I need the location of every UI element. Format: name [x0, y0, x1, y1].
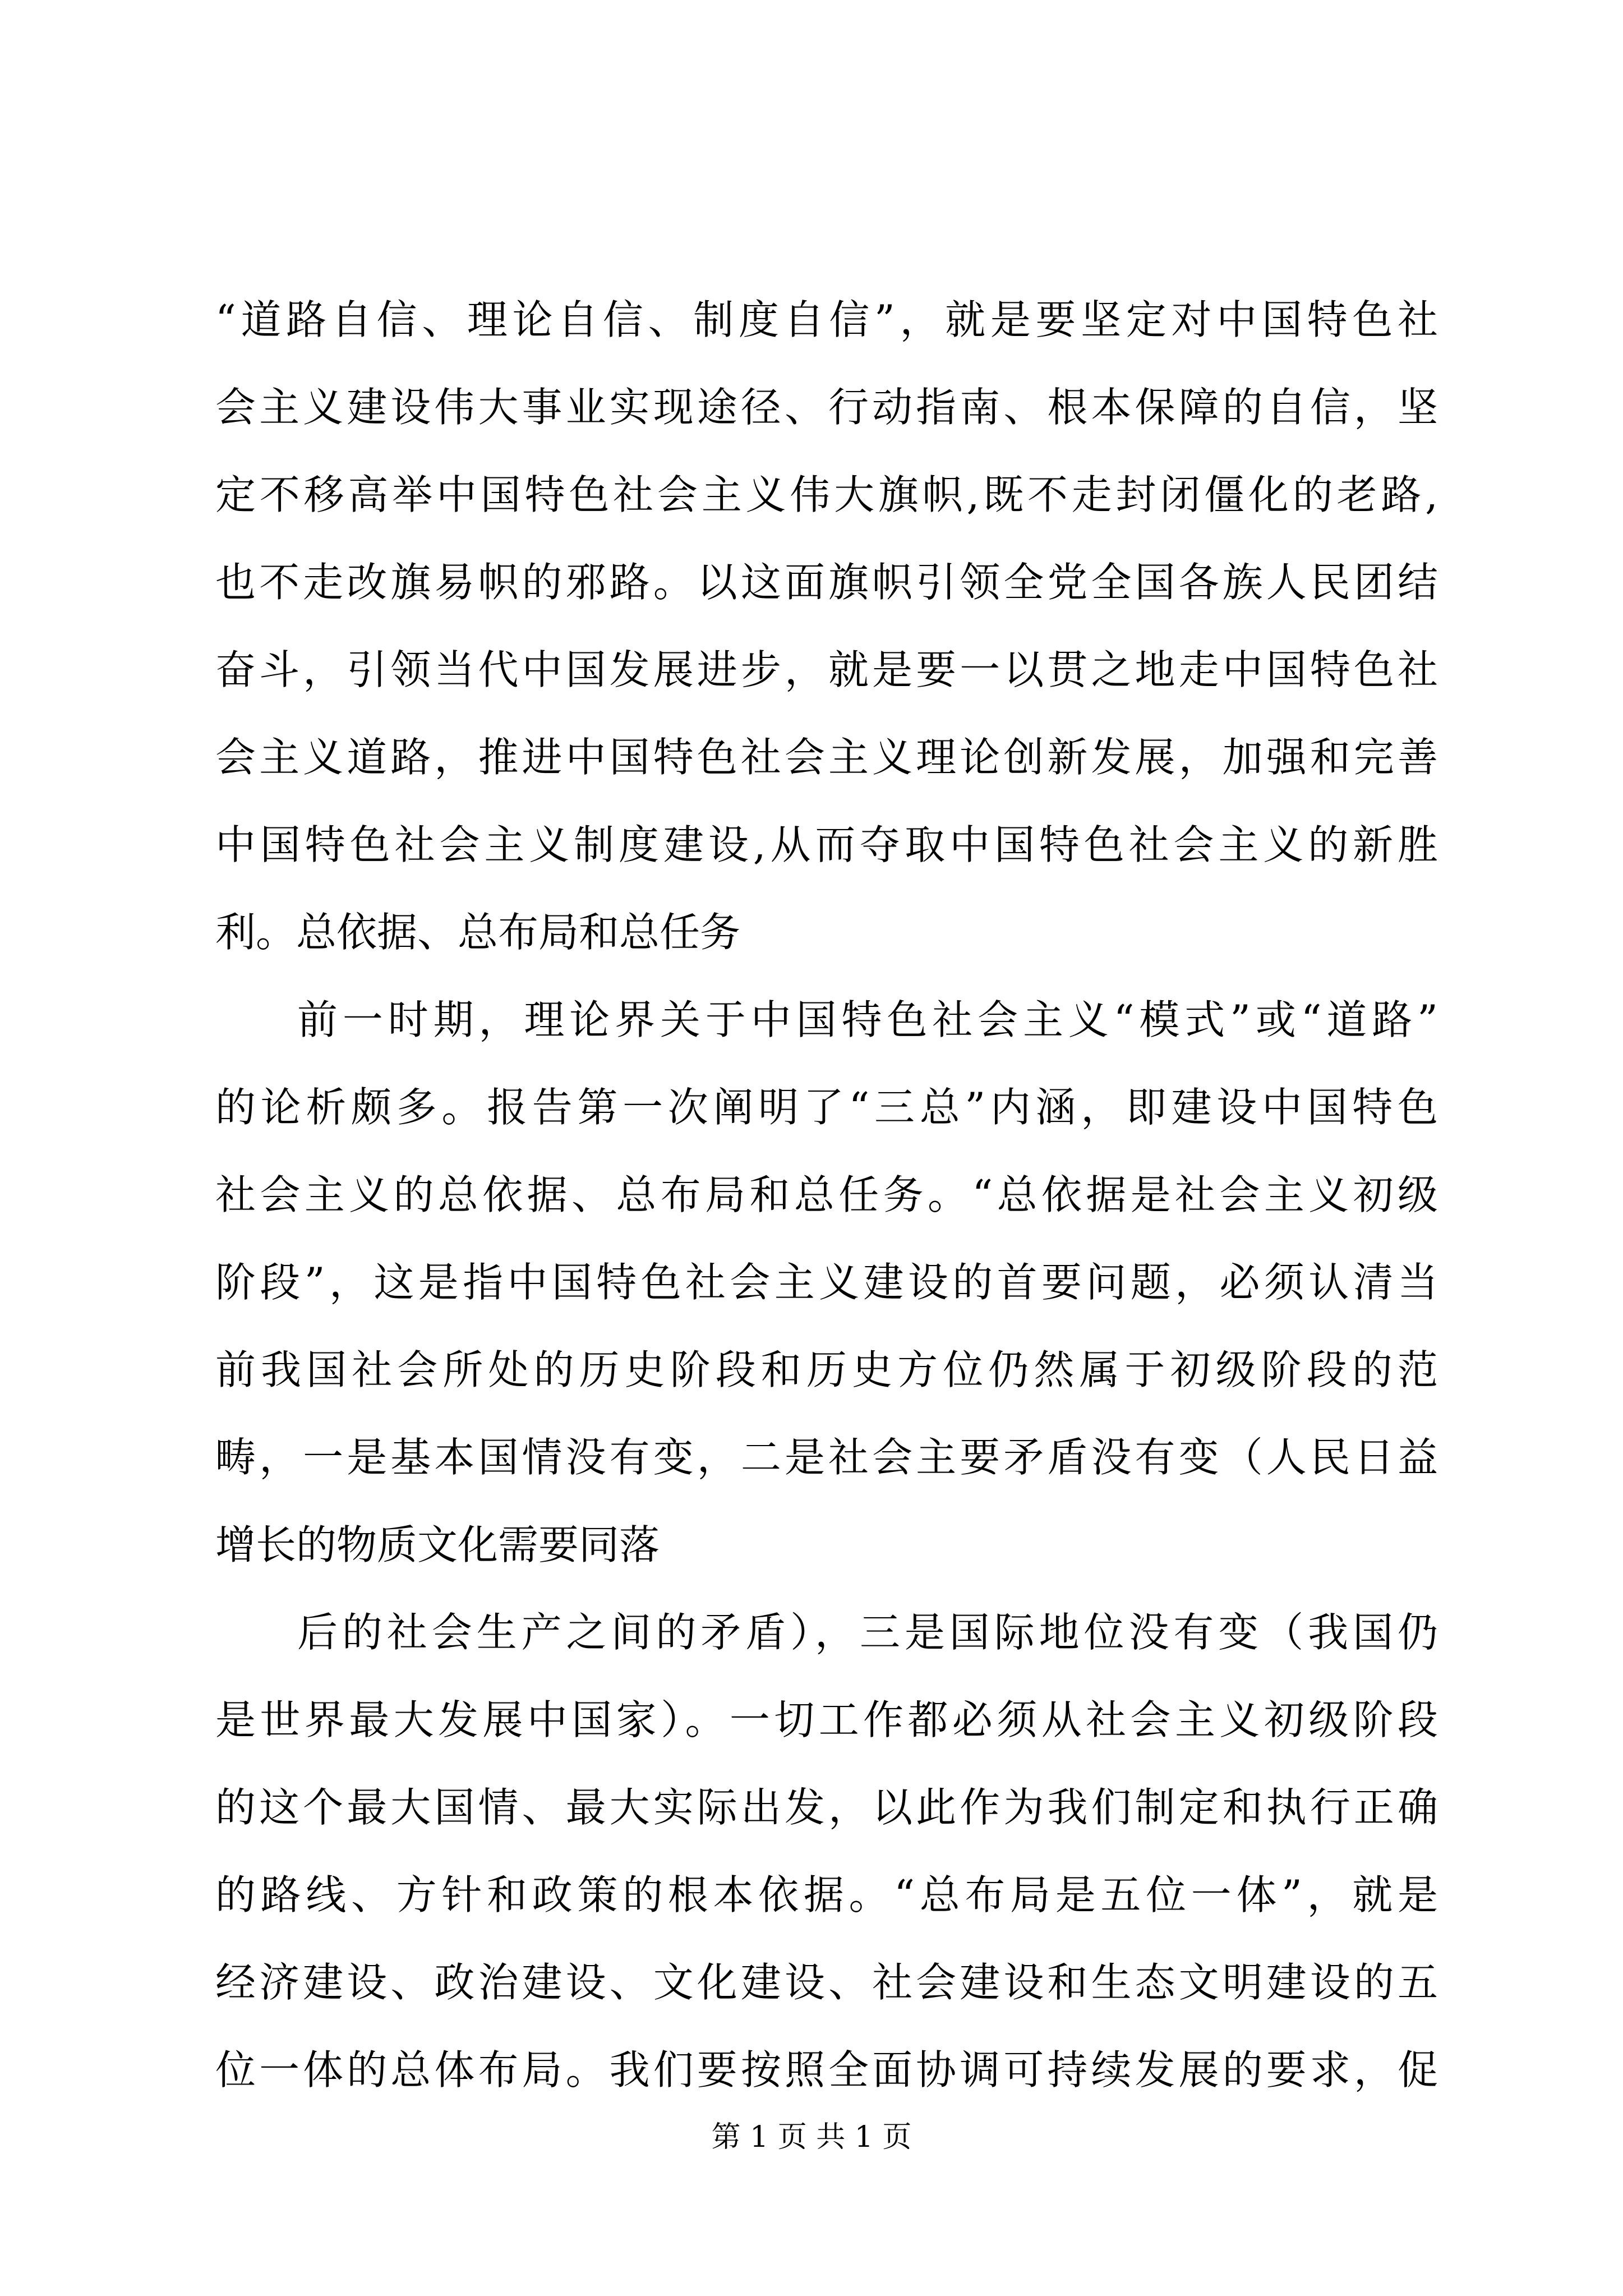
- text-line-10: 的论析颇多。报告第一次阐明了“三总”内涵，即建设中国特色: [215, 1084, 1438, 1131]
- text-line-8: 利。总依据、总布局和总任务: [215, 909, 741, 956]
- text-line-4: 也不走改旗易帜的邪路。以这面旗帜引领全党全国各族人民团结: [215, 559, 1438, 606]
- text-line-3: 定不移高举中国特色社会主义伟大旗帜,既不走封闭僵化的老路,: [215, 471, 1438, 518]
- text-line-1: “道路自信、理论自信、制度自信”，就是要坚定对中国特色社: [215, 296, 1438, 343]
- text-line-6: 会主义道路，推进中国特色社会主义理论创新发展，加强和完善: [215, 734, 1438, 781]
- text-line-16: 后的社会生产之间的矛盾），三是国际地位没有变（我国仍: [297, 1609, 1438, 1656]
- text-line-5: 奋斗，引领当代中国发展进步，就是要一以贯之地走中国特色社: [215, 646, 1438, 693]
- text-line-17: 是世界最大发展中国家）。一切工作都必须从社会主义初级阶段: [215, 1696, 1438, 1743]
- text-line-14: 畴，一是基本国情没有变，二是社会主要矛盾没有变（人民日益: [215, 1434, 1438, 1481]
- text-line-20: 经济建设、政治建设、文化建设、社会建设和生态文明建设的五: [215, 1959, 1438, 2006]
- text-line-18: 的这个最大国情、最大实际出发，以此作为我们制定和执行正确: [215, 1784, 1438, 1831]
- text-line-21: 位一体的总体布局。我们要按照全面协调可持续发展的要求，促: [215, 2046, 1438, 2093]
- text-line-13: 前我国社会所处的历史阶段和历史方位仍然属于初级阶段的范: [215, 1346, 1438, 1393]
- document-body: [215, 276, 1438, 2114]
- text-line-12: 阶段”，这是指中国特色社会主义建设的首要问题，必须认清当: [215, 1259, 1438, 1306]
- text-line-11: 社会主义的总依据、总布局和总任务。“总依据是社会主义初级: [215, 1171, 1438, 1218]
- text-line-7: 中国特色社会主义制度建设,从而夺取中国特色社会主义的新胜: [215, 821, 1438, 868]
- text-line-2: 会主义建设伟大事业实现途径、行动指南、根本保障的自信，坚: [215, 384, 1438, 431]
- text-line-9: 前一时期，理论界关于中国特色社会主义“模式”或“道路”: [297, 996, 1438, 1043]
- page-number-footer: 第 1 页 共 1 页: [711, 2120, 912, 2154]
- text-line-15: 增长的物质文化需要同落: [215, 1521, 660, 1568]
- text-line-19: 的路线、方针和政策的根本依据。“总布局是五位一体”，就是: [215, 1871, 1438, 1918]
